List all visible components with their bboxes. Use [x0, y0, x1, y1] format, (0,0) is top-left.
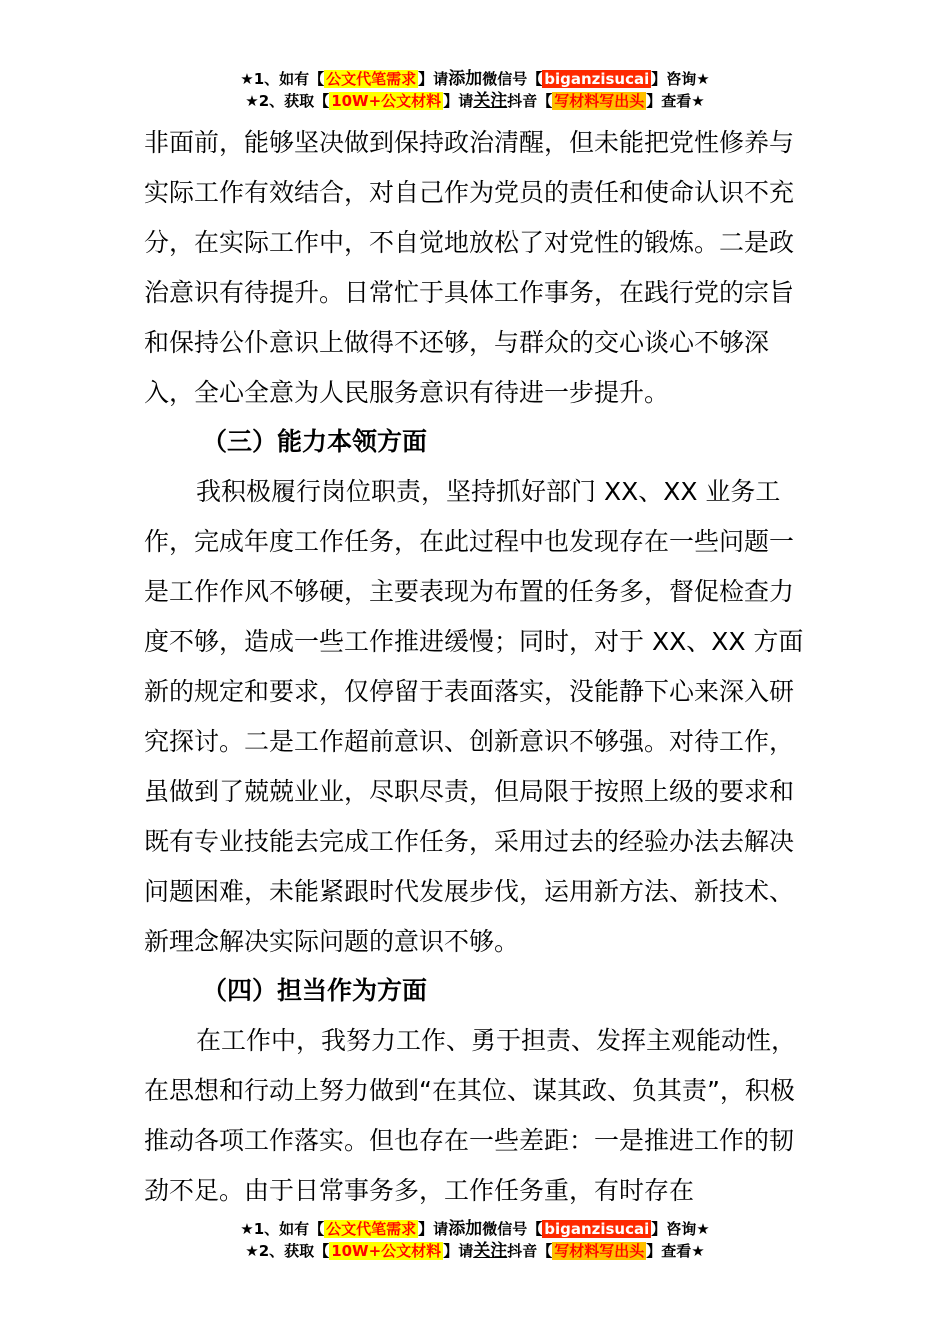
banner-text: 】查看★: [646, 1242, 705, 1260]
banner-text-emphasis: 关注: [473, 1241, 508, 1261]
banner-text: 】请: [418, 70, 449, 88]
banner-text: ★1、如有【: [240, 1220, 325, 1238]
highlight-materials: 10W+公文材料: [331, 92, 442, 110]
banner-text: 】请: [443, 1242, 474, 1260]
banner-text-emphasis: 添加: [448, 69, 483, 89]
highlight-ghostwriting: 公文代笔需求: [326, 1220, 417, 1238]
banner-line-2: [0, 90, 950, 112]
highlight-wechat-id: biganzisucai: [544, 70, 650, 88]
banner-text: ★1、如有【: [240, 70, 325, 88]
banner-line-1: [0, 1218, 950, 1240]
banner-text-emphasis: 添加: [448, 1219, 483, 1239]
banner-text: 微信号【: [482, 70, 543, 88]
paragraph: 在工作中，我努力工作、勇于担责、发挥主观能动性，在思想和行动上努力做到“在其位、谋其政、负其责”，积极推动各项工作落实。但也存在一些差距：一是推进工作的韧劲不足。由于日常事务多，工作任务重，有时存在: [144, 1026, 797, 1206]
banner-text: ★2、获取【: [245, 1242, 330, 1260]
banner-text: 】请: [418, 1220, 449, 1238]
paragraph: 我积极履行岗位职责，坚持抓好部门 XX、XX 业务工作，完成年度工作任务，在此过程中也发现存在一些问题一是工作作风不够硬，主要表现为布置的任务多，督促检查力度不够，造成一些工作推进缓慢；同时，对于 XX、XX 方面新的规定和要求，仅停留于表面落实，没能静下心来深入研究探讨。二是工作超前意识、创新意识不够强。对待工作，虽做到了兢兢业业，尽职尽责，但局限于按照上级的要求和既有专业技能去完成工作任务，采用过去的经验办法去解决问题困难，未能紧跟时代发展步伐，运用新方法、新技术、新理念解决实际问题的意识不够。: [144, 477, 804, 956]
banner-text: 】咨询★: [651, 1220, 710, 1238]
section-heading: （四）担当作为方面: [202, 976, 428, 1006]
footer-banner: [0, 1218, 950, 1262]
highlight-ghostwriting: 公文代笔需求: [326, 70, 417, 88]
banner-line-2: [0, 1240, 950, 1262]
banner-text: ★2、获取【: [245, 92, 330, 110]
banner-text: 抖音【: [507, 92, 553, 110]
banner-text: 微信号【: [482, 1220, 543, 1238]
banner-text: 】咨询★: [651, 70, 710, 88]
banner-text: 】查看★: [646, 92, 705, 110]
highlight-douyin: 写材料写出头: [554, 1242, 645, 1260]
banner-line-1: [0, 68, 950, 90]
paragraph: 非面前，能够坚决做到保持政治清醒，但未能把党性修养与实际工作有效结合，对自己作为党员的责任和使命认识不充分，在实际工作中，不自觉地放松了对党性的锻炼。二是政治意识有待提升。日常忙于具体工作事务，在践行党的宗旨和保持公仆意识上做得不还够，与群众的交心谈心不够深入，全心全意为人民服务意识有待进一步提升。: [144, 128, 795, 407]
highlight-douyin: 写材料写出头: [554, 92, 645, 110]
document-body: [144, 118, 814, 1216]
banner-text-emphasis: 关注: [473, 91, 508, 111]
banner-text: 抖音【: [507, 1242, 553, 1260]
section-heading: （三）能力本领方面: [202, 427, 428, 457]
header-banner: [0, 68, 950, 112]
highlight-materials: 10W+公文材料: [331, 1242, 442, 1260]
banner-text: 】请: [443, 92, 474, 110]
highlight-wechat-id: biganzisucai: [544, 1220, 650, 1238]
